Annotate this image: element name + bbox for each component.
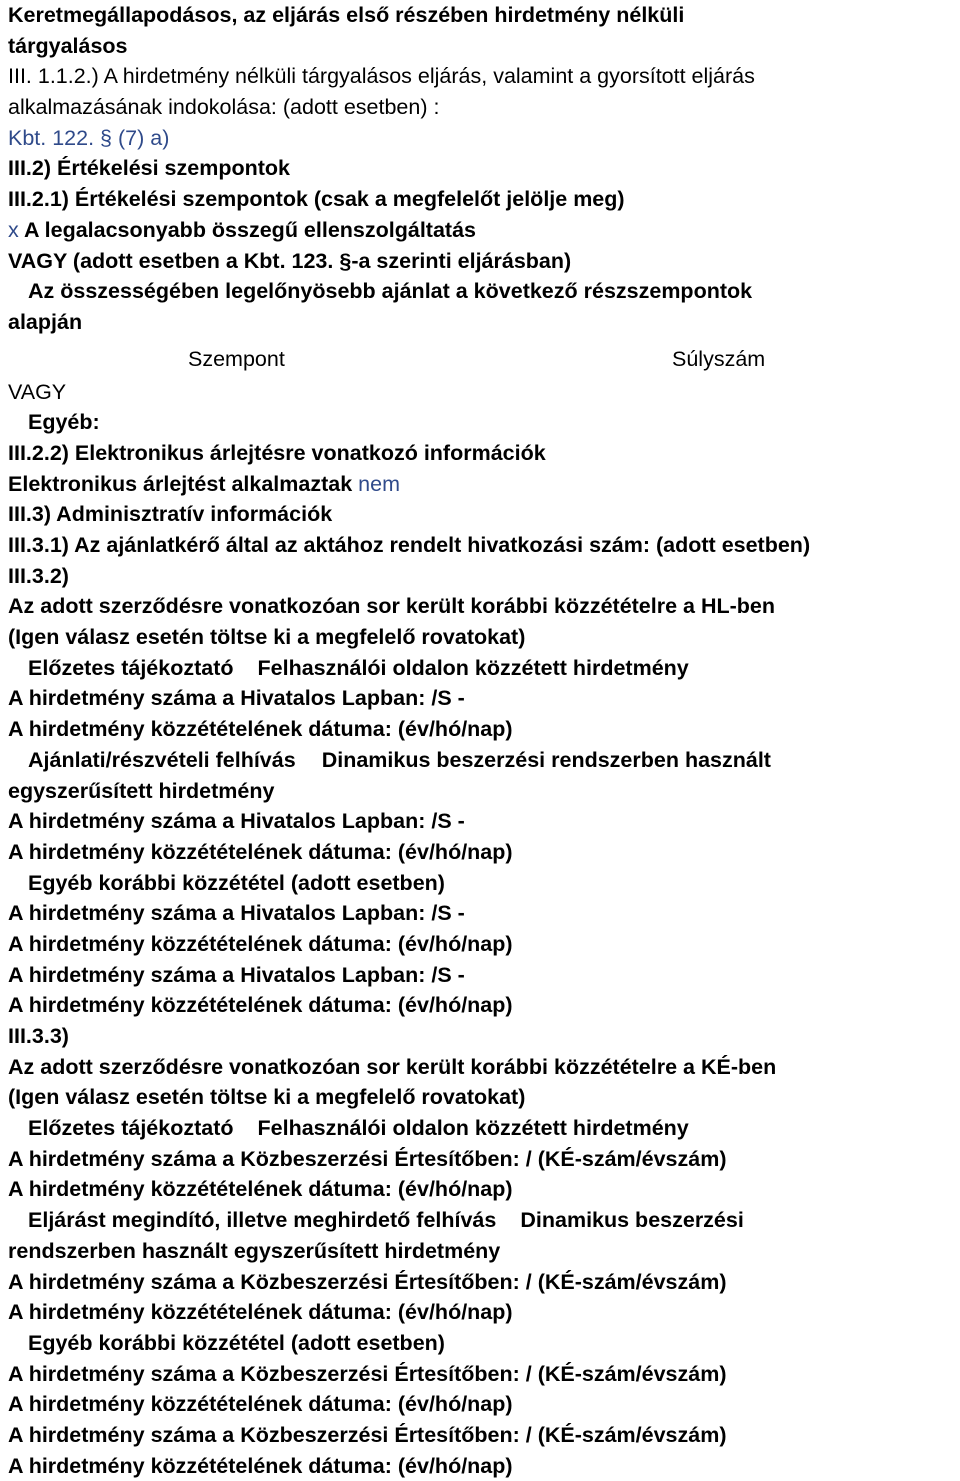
option-label: Eljárást megindító, illetve meghirdető felhívás bbox=[28, 1208, 497, 1233]
text-line: Egyéb: bbox=[28, 410, 100, 435]
text-line: tárgyalásos bbox=[8, 33, 128, 58]
legal-reference: Kbt. 122. § (7) a) bbox=[8, 125, 170, 150]
column-szempont: Szempont bbox=[188, 346, 285, 371]
text-line: A hirdetmény száma a Közbeszerzési Értesítőben: / (KÉ-szám/évszám) bbox=[8, 1361, 727, 1386]
option-row: Egyéb korábbi közzététel (adott esetben) bbox=[28, 1330, 445, 1355]
text-line bbox=[8, 469, 958, 500]
text-line: III. 1.1.2.) A hirdetmény nélküli tárgyalásos eljárás, valamint a gyorsított eljárás bbox=[8, 64, 755, 89]
criteria-label: VAGY (adott esetben a Kbt. 123. bbox=[8, 248, 340, 273]
option-row bbox=[8, 653, 958, 684]
text-line: A hirdetmény közzétételének dátuma: (év/hó/nap) bbox=[8, 931, 513, 956]
text-line: (Igen válasz esetén töltse ki a megfelelő rovatokat) bbox=[8, 625, 526, 650]
text-line: Az összességében legelőnyösebb ajánlat a következő részszempontok bbox=[28, 279, 753, 304]
text-line: A hirdetmény közzétételének dátuma: (év/hó/nap) bbox=[8, 993, 513, 1018]
text-line: A hirdetmény száma a Közbeszerzési Értesítőben: / (KÉ-szám/évszám) bbox=[8, 1422, 727, 1447]
text-line: A hirdetmény közzétételének dátuma: (év/hó/nap) bbox=[8, 717, 513, 742]
option-label: Felhasználói oldalon közzétett hirdetmény bbox=[257, 655, 689, 680]
text-line: VAGY bbox=[8, 379, 67, 404]
text-line: A hirdetmény közzétételének dátuma: (év/hó/nap) bbox=[8, 1300, 513, 1325]
section-heading: III.3.1) Az ajánlatkérő által az aktához rendelt hivatkozási szám: (adott esetben) bbox=[8, 533, 811, 557]
text-line: rendszerben használt egyszerűsített hirdetmény bbox=[8, 1238, 501, 1263]
text-line: (Igen válasz esetén töltse ki a megfelelő rovatokat) bbox=[8, 1085, 526, 1110]
text-line: A hirdetmény száma a Hivatalos Lapban: /S - bbox=[8, 686, 465, 711]
text-line: A hirdetmény száma a Közbeszerzési Értesítőben: / (KÉ-szám/évszám) bbox=[8, 1269, 727, 1294]
text-line: A hirdetmény száma a Hivatalos Lapban: /S - bbox=[8, 901, 465, 926]
document-page bbox=[8, 0, 958, 1481]
text-line: A hirdetmény közzétételének dátuma: (év/hó/nap) bbox=[8, 1392, 513, 1417]
option-label: Ajánlati/részvételi felhívás bbox=[28, 747, 296, 772]
auction-label: Elektronikus árlejtést alkalmaztak bbox=[8, 471, 359, 496]
option-label: Felhasználói oldalon közzétett hirdetmény bbox=[257, 1116, 689, 1141]
option-label: Dinamikus beszerzési bbox=[520, 1208, 744, 1233]
section-heading: III.2.1) Értékelési szempontok (csak a megfelelőt jelölje meg) bbox=[8, 187, 625, 212]
criteria-option bbox=[8, 215, 958, 246]
text-line: A hirdetmény közzétételének dátuma: (év/hó/nap) bbox=[8, 1453, 513, 1478]
option-row bbox=[8, 1113, 958, 1144]
option-row bbox=[8, 745, 958, 776]
section-heading: III.3.2) bbox=[8, 563, 69, 588]
criteria-label: A legalacsonyabb összegű ellenszolgáltatás bbox=[23, 217, 476, 242]
text-line: Az adott szerződésre vonatkozóan sor került korábbi közzétételre a KÉ-ben bbox=[8, 1054, 777, 1079]
criteria-label-cont: -a szerinti eljárásban) bbox=[351, 248, 572, 273]
checked-mark: x bbox=[8, 217, 19, 242]
text-line: A hirdetmény száma a Közbeszerzési Értesítőben: / (KÉ-szám/évszám) bbox=[8, 1146, 727, 1171]
text-line: Az adott szerződésre vonatkozóan sor került korábbi közzétételre a HL-ben bbox=[8, 594, 776, 619]
section-sign: § bbox=[100, 125, 113, 150]
text-line: alapján bbox=[8, 309, 83, 334]
criteria-option bbox=[8, 246, 958, 277]
section-heading: III.3.3) bbox=[8, 1024, 69, 1048]
text-line: alkalmazásának indokolása: (adott esetben) : bbox=[8, 95, 440, 120]
option-row: Egyéb korábbi közzététel (adott esetben) bbox=[28, 870, 445, 895]
text-line: egyszerűsített hirdetmény bbox=[8, 778, 275, 803]
section-heading: III.2.2) Elektronikus árlejtésre vonatkozó információk bbox=[8, 440, 546, 465]
option-label: Előzetes tájékoztató bbox=[28, 655, 234, 680]
option-label: Előzetes tájékoztató bbox=[28, 1116, 234, 1141]
option-label: Dinamikus beszerzési rendszerben használt bbox=[321, 747, 771, 772]
section-sign: § bbox=[339, 248, 352, 273]
text-line: A hirdetmény száma a Hivatalos Lapban: /S - bbox=[8, 809, 465, 834]
section-heading: III.3) Adminisztratív információk bbox=[8, 502, 333, 527]
criteria-columns bbox=[8, 341, 958, 377]
text-line: Keretmegállapodásos, az eljárás első részében hirdetmény nélküli bbox=[8, 3, 685, 27]
text-line: A hirdetmény közzétételének dátuma: (év/hó/nap) bbox=[8, 1177, 513, 1202]
text-line: A hirdetmény közzétételének dátuma: (év/hó/nap) bbox=[8, 839, 513, 864]
column-sulyszam: Súlyszám bbox=[672, 346, 766, 371]
auction-value: nem bbox=[358, 471, 400, 496]
text-line: A hirdetmény száma a Hivatalos Lapban: /S - bbox=[8, 962, 465, 987]
option-row bbox=[8, 1205, 958, 1236]
section-heading: III.2) Értékelési szempontok bbox=[8, 156, 290, 181]
